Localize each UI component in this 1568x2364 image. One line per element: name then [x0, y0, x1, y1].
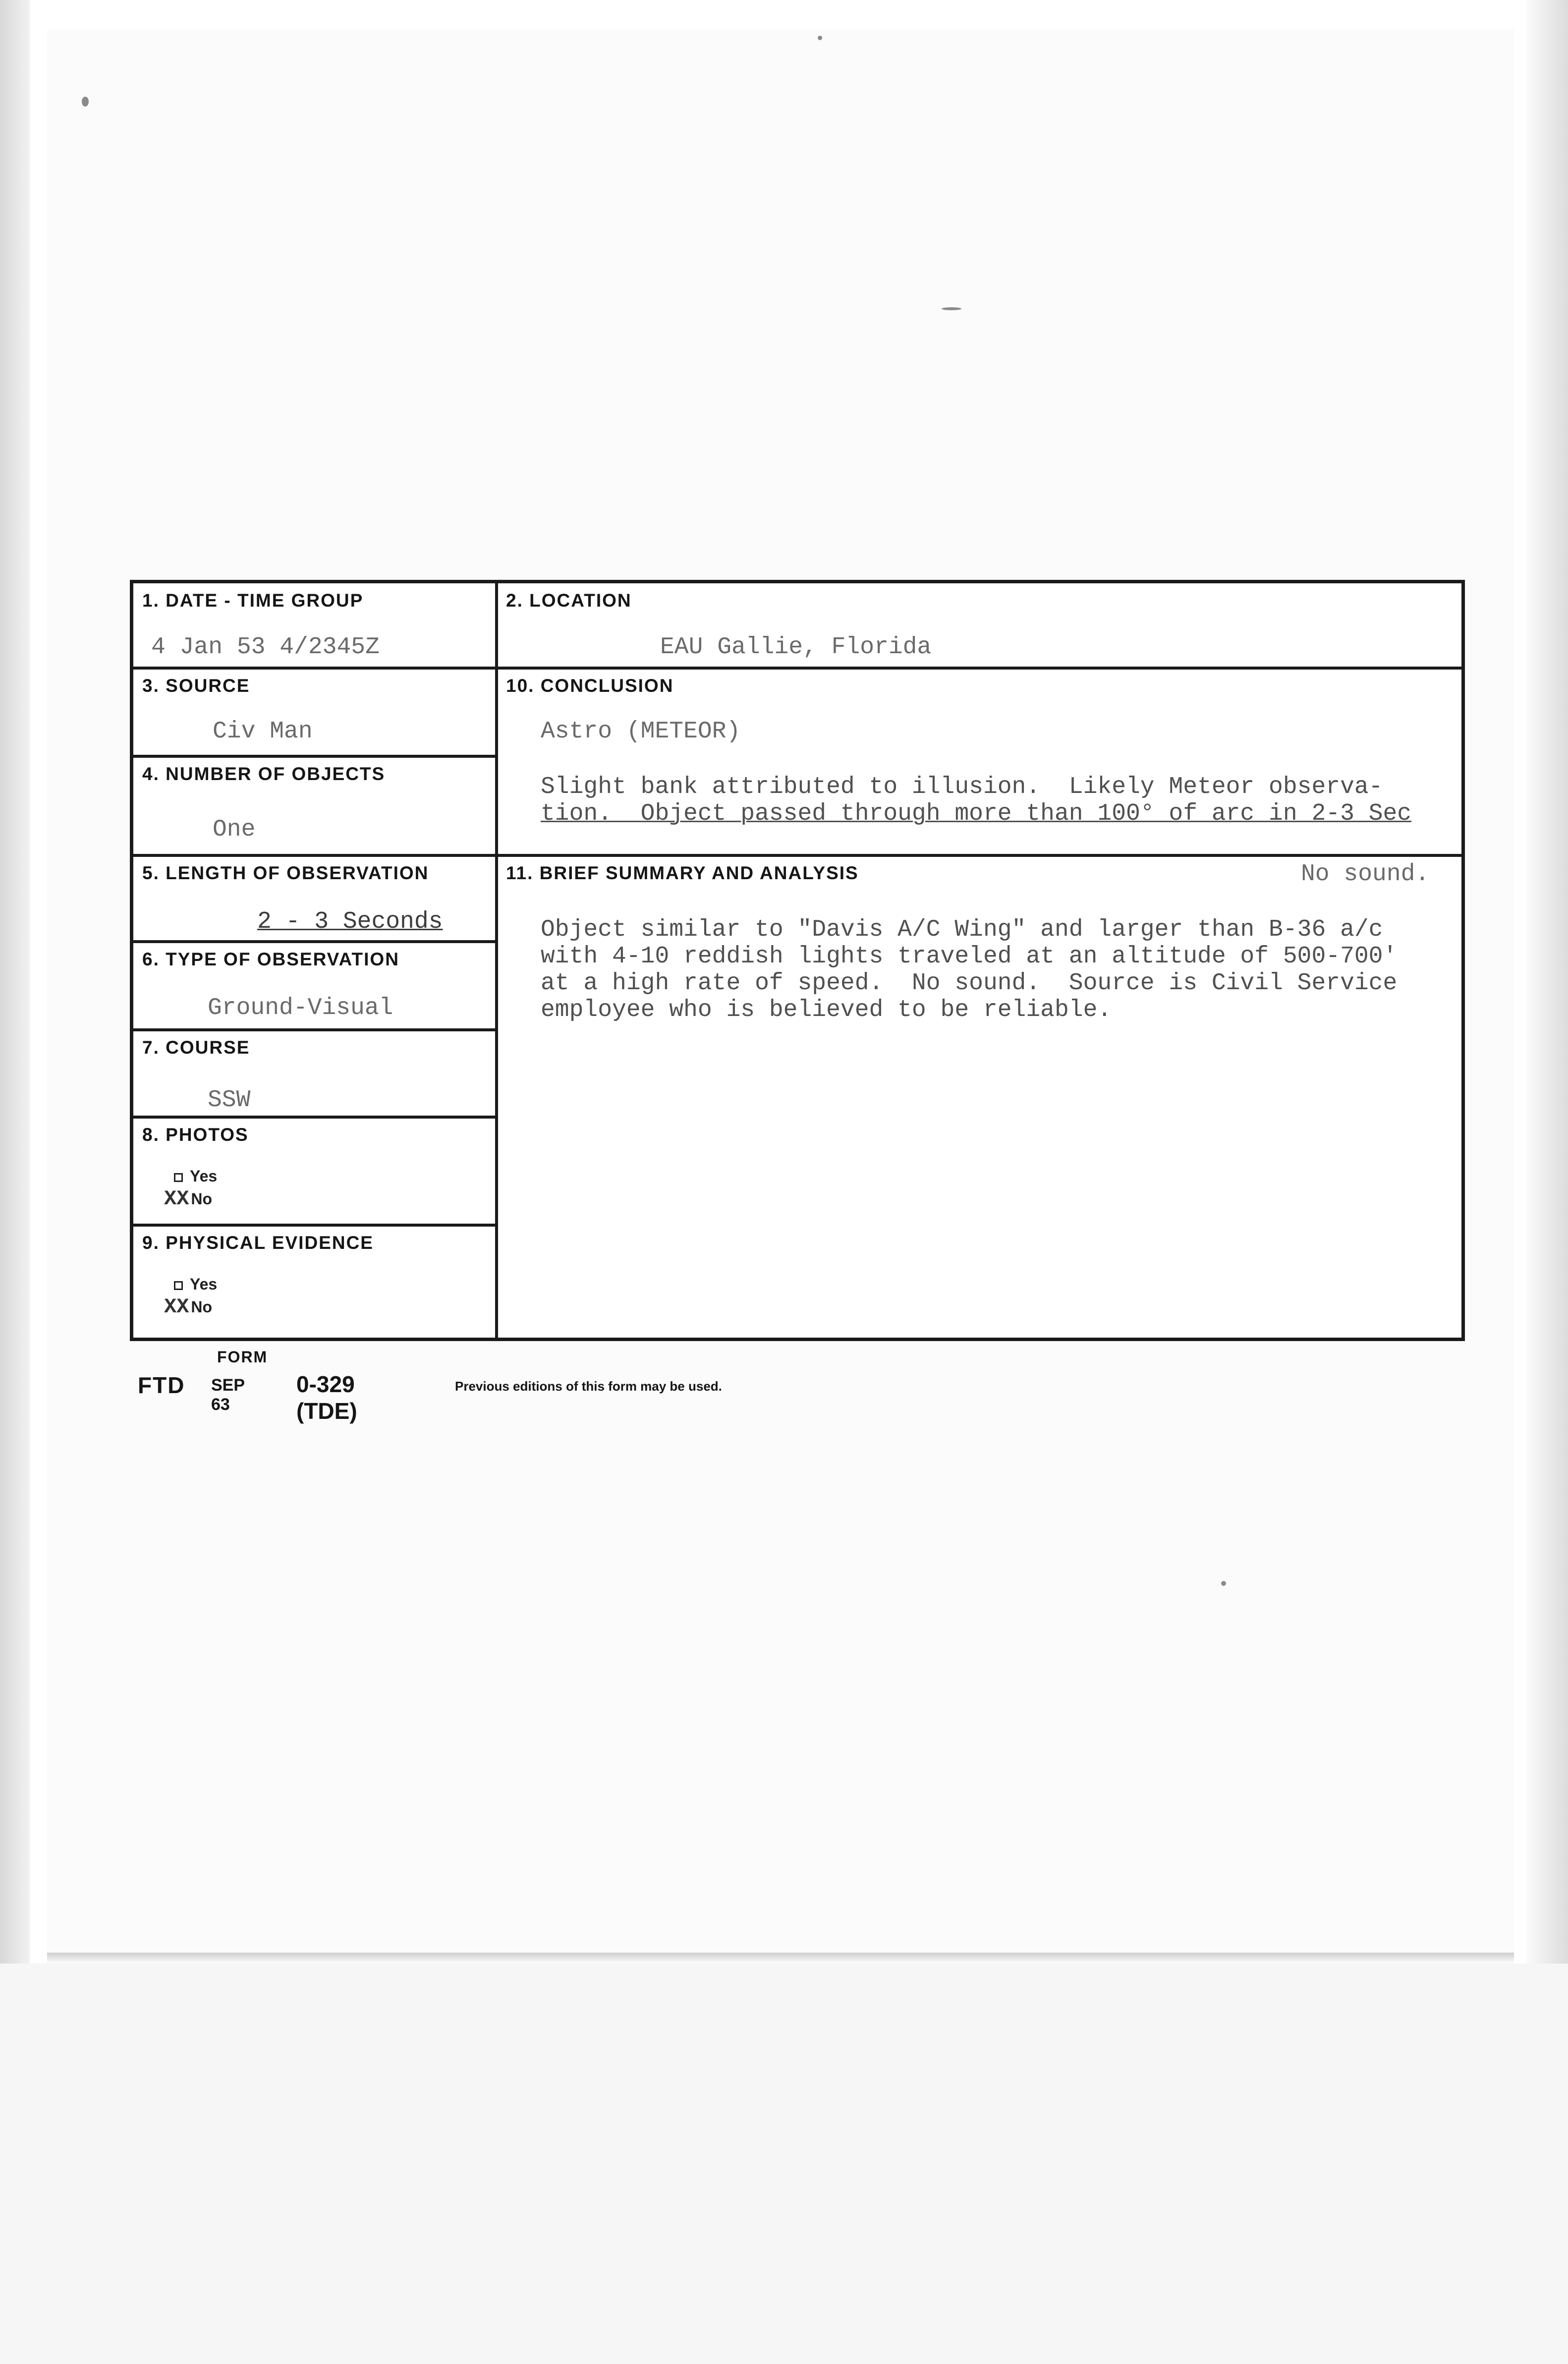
field-source: [133, 670, 495, 755]
no-label: No: [191, 1190, 213, 1208]
field-value: EAU Gallie, Florida: [660, 634, 932, 661]
dust-speck: [942, 307, 961, 310]
field-physical-evidence: [133, 1227, 495, 1338]
field-value: Civ Man: [213, 718, 313, 745]
field-label: 2. LOCATION: [506, 590, 632, 611]
field-number-of-objects: [133, 758, 495, 854]
field-location: [498, 583, 1461, 667]
field-conclusion: [498, 670, 1461, 854]
field-value: Astro (METEOR): [541, 718, 741, 745]
footer-form-word: FORM: [217, 1348, 268, 1366]
field-type-of-observation: [133, 943, 495, 1028]
evidence-yes-option: [174, 1275, 217, 1294]
field-label: 7. COURSE: [142, 1037, 250, 1058]
summary-line: with 4-10 reddish lights traveled at an altitude of 500-700': [541, 943, 1398, 970]
field-label: 4. NUMBER OF OBJECTS: [142, 764, 386, 784]
field-date-time-group: [133, 583, 495, 667]
field-label: 6. TYPE OF OBSERVATION: [142, 949, 399, 969]
yes-label: Yes: [190, 1167, 218, 1185]
field-photos: [133, 1119, 495, 1224]
field-length-of-observation: [133, 857, 495, 940]
no-label: No: [191, 1298, 213, 1316]
x-mark: XX: [164, 1295, 189, 1319]
field-value: 2 - 3 Seconds: [257, 908, 443, 935]
field-value: One: [213, 816, 256, 843]
footer-note: Previous editions of this form may be used.: [455, 1379, 722, 1394]
footer-form-number: 0-329 (TDE): [296, 1371, 357, 1424]
field-brief-summary: [498, 857, 1461, 1338]
summary-line: Object similar to "Davis A/C Wing" and larger than B-36 a/c: [541, 916, 1383, 943]
field-value: Ground-Visual: [208, 995, 393, 1021]
yes-label: Yes: [190, 1275, 218, 1293]
field-label: 11. BRIEF SUMMARY AND ANALYSIS: [506, 863, 859, 883]
footer-ftd: FTD: [138, 1372, 185, 1398]
field-label: 1. DATE - TIME GROUP: [142, 590, 364, 611]
footer-date: SEP 63: [211, 1376, 245, 1414]
field-label: 10. CONCLUSION: [506, 675, 674, 696]
field-label: 5. LENGTH OF OBSERVATION: [142, 863, 429, 883]
field-label: 9. PHYSICAL EVIDENCE: [142, 1233, 374, 1253]
report-form: [130, 580, 1465, 1341]
conclusion-line: tion. Object passed through more than 100° of arc in 2-3 Sec: [541, 800, 1412, 827]
background-below-sheet: [0, 1964, 1568, 2364]
field-label: 3. SOURCE: [142, 675, 250, 696]
photos-yes-option: [174, 1167, 217, 1185]
conclusion-line: Slight bank attributed to illusion. Likely Meteor observa-: [541, 774, 1383, 800]
summary-line: employee who is believed to be reliable.: [541, 997, 1112, 1023]
dust-speck: [818, 36, 822, 40]
field-label: 8. PHOTOS: [142, 1125, 249, 1145]
dust-speck: [82, 97, 89, 107]
conclusion-no-sound: No sound.: [1301, 861, 1430, 888]
sheet-bottom-shadow: [47, 1953, 1514, 1964]
dust-speck: [1221, 1581, 1226, 1586]
checkbox-empty: [174, 1281, 183, 1290]
checkbox-empty: [174, 1173, 183, 1182]
photos-no-option: [164, 1187, 212, 1211]
x-mark: XX: [164, 1187, 189, 1211]
field-value: 4 Jan 53 4/2345Z: [151, 634, 380, 661]
summary-line: at a high rate of speed. No sound. Source is Civil Service: [541, 970, 1398, 997]
evidence-no-option: [164, 1295, 212, 1319]
field-value: SSW: [208, 1087, 251, 1114]
field-course: [133, 1031, 495, 1116]
